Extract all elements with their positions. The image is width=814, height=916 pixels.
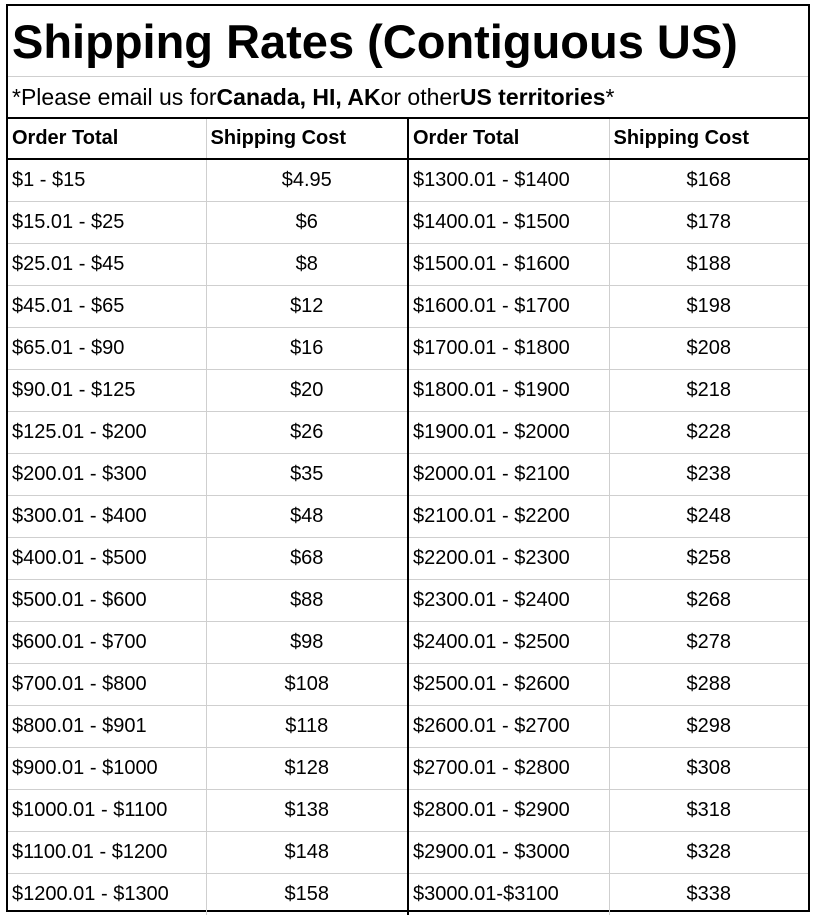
- rates-table: [8, 119, 808, 915]
- table-row: [8, 873, 808, 915]
- left-order-total-cell: $15.01 - $25: [8, 201, 206, 243]
- left-order-total-cell: $700.01 - $800: [8, 663, 206, 705]
- left-shipping-cost-cell: $88: [206, 579, 408, 621]
- right-shipping-cost-cell: $228: [609, 411, 808, 453]
- left-shipping-cost-cell: $16: [206, 327, 408, 369]
- left-shipping-cost-cell: $12: [206, 285, 408, 327]
- table-row: [8, 369, 808, 411]
- shipping-rates-sheet: [6, 4, 810, 912]
- left-order-total-cell: $600.01 - $700: [8, 621, 206, 663]
- right-order-total-cell: $1500.01 - $1600: [408, 243, 609, 285]
- right-shipping-cost-cell: $278: [609, 621, 808, 663]
- header-shipping-cost-left: Shipping Cost: [206, 119, 408, 159]
- table-row: [8, 747, 808, 789]
- right-shipping-cost-cell: $288: [609, 663, 808, 705]
- right-shipping-cost-cell: $258: [609, 537, 808, 579]
- header-row: [8, 119, 808, 159]
- left-order-total-cell: $800.01 - $901: [8, 705, 206, 747]
- table-row: [8, 663, 808, 705]
- right-order-total-cell: $1300.01 - $1400: [408, 159, 609, 201]
- right-order-total-cell: $2800.01 - $2900: [408, 789, 609, 831]
- table-row: [8, 579, 808, 621]
- left-order-total-cell: $400.01 - $500: [8, 537, 206, 579]
- right-shipping-cost-cell: $318: [609, 789, 808, 831]
- left-order-total-cell: $1200.01 - $1300: [12, 882, 169, 905]
- note-bold-territories: US territories: [459, 83, 606, 110]
- right-shipping-cost-cell: $188: [609, 243, 808, 285]
- right-order-total-cell: $1900.01 - $2000: [408, 411, 609, 453]
- right-shipping-cost-cell: $338: [609, 873, 808, 915]
- right-shipping-cost-cell: $168: [609, 159, 808, 201]
- right-order-total-cell: $1400.01 - $1500: [408, 201, 609, 243]
- left-shipping-cost-cell: $68: [206, 537, 408, 579]
- table-row: [8, 327, 808, 369]
- left-order-total-cell: $1100.01 - $1200: [8, 831, 206, 873]
- table-row: [8, 201, 808, 243]
- table-row: [8, 243, 808, 285]
- header-shipping-cost-right: Shipping Cost: [609, 119, 808, 159]
- rate-rows: [8, 159, 808, 915]
- table-row: [8, 453, 808, 495]
- right-shipping-cost-cell: $308: [609, 747, 808, 789]
- table-row: [8, 285, 808, 327]
- left-shipping-cost-cell: $4.95: [206, 159, 408, 201]
- page-title: Shipping Rates (Contiguous US): [8, 6, 808, 77]
- table-row: [8, 789, 808, 831]
- left-shipping-cost-cell: $118: [206, 705, 408, 747]
- left-shipping-cost-cell: $158: [206, 873, 408, 915]
- right-shipping-cost-cell: $208: [609, 327, 808, 369]
- right-order-total-cell: $2600.01 - $2700: [408, 705, 609, 747]
- left-order-total-cell: $25.01 - $45: [8, 243, 206, 285]
- header-order-total-right: Order Total: [408, 119, 609, 159]
- right-order-total-cell: $3000.01-$3100: [408, 873, 609, 915]
- right-shipping-cost-cell: $328: [609, 831, 808, 873]
- right-order-total-cell: $2700.01 - $2800: [408, 747, 609, 789]
- left-shipping-cost-cell: $35: [206, 453, 408, 495]
- right-shipping-cost-cell: $218: [609, 369, 808, 411]
- left-order-total-cell: $1 - $15: [8, 159, 206, 201]
- left-order-total-cell: $1000.01 - $1100: [8, 789, 206, 831]
- table-row: [8, 159, 808, 201]
- note-text-1: *Please email us for: [12, 83, 217, 110]
- left-shipping-cost-cell: $98: [206, 621, 408, 663]
- left-order-total-cell: $65.01 - $90: [8, 327, 206, 369]
- right-order-total-cell: $2300.01 - $2400: [408, 579, 609, 621]
- table-row: [8, 705, 808, 747]
- left-order-total-cell: $200.01 - $300: [8, 453, 206, 495]
- left-shipping-cost-cell: $148: [206, 831, 408, 873]
- right-order-total-cell: $2500.01 - $2600: [408, 663, 609, 705]
- header-order-total-left: Order Total: [8, 119, 206, 159]
- right-shipping-cost-cell: $268: [609, 579, 808, 621]
- table-row: [8, 831, 808, 873]
- table-row: [8, 411, 808, 453]
- left-shipping-cost-cell: $26: [206, 411, 408, 453]
- right-order-total-cell: $1700.01 - $1800: [408, 327, 609, 369]
- left-shipping-cost-cell: $20: [206, 369, 408, 411]
- left-order-total-cell: $45.01 - $65: [8, 285, 206, 327]
- right-shipping-cost-cell: $198: [609, 285, 808, 327]
- left-shipping-cost-cell: $6: [206, 201, 408, 243]
- right-order-total-cell: $1800.01 - $1900: [408, 369, 609, 411]
- right-order-total-cell: $2100.01 - $2200: [408, 495, 609, 537]
- left-order-total-cell: $125.01 - $200: [8, 411, 206, 453]
- left-shipping-cost-cell: $128: [206, 747, 408, 789]
- right-shipping-cost-cell: $178: [609, 201, 808, 243]
- right-shipping-cost-cell: $238: [609, 453, 808, 495]
- right-order-total-cell: $2400.01 - $2500: [408, 621, 609, 663]
- left-shipping-cost-cell: $48: [206, 495, 408, 537]
- note-text-2: or other: [380, 83, 460, 110]
- right-order-total-cell: $2200.01 - $2300: [408, 537, 609, 579]
- left-shipping-cost-cell: $108: [206, 663, 408, 705]
- table-row: [8, 537, 808, 579]
- right-shipping-cost-cell: $248: [609, 495, 808, 537]
- left-shipping-cost-cell: $8: [206, 243, 408, 285]
- left-order-total-cell: $900.01 - $1000: [8, 747, 206, 789]
- note-text-3: *: [605, 83, 615, 110]
- left-order-total-cell: $300.01 - $400: [8, 495, 206, 537]
- table-row: [8, 495, 808, 537]
- right-order-total-cell: $1600.01 - $1700: [408, 285, 609, 327]
- right-order-total-cell: $2000.01 - $2100: [408, 453, 609, 495]
- table-row: [8, 621, 808, 663]
- right-shipping-cost-cell: $298: [609, 705, 808, 747]
- left-shipping-cost-cell: $138: [206, 789, 408, 831]
- right-order-total-cell: $2900.01 - $3000: [408, 831, 609, 873]
- contact-note: [8, 77, 808, 119]
- left-order-total-cell: $500.01 - $600: [8, 579, 206, 621]
- left-order-total-cell: $90.01 - $125: [8, 369, 206, 411]
- note-bold-regions: Canada, HI, AK: [216, 83, 381, 110]
